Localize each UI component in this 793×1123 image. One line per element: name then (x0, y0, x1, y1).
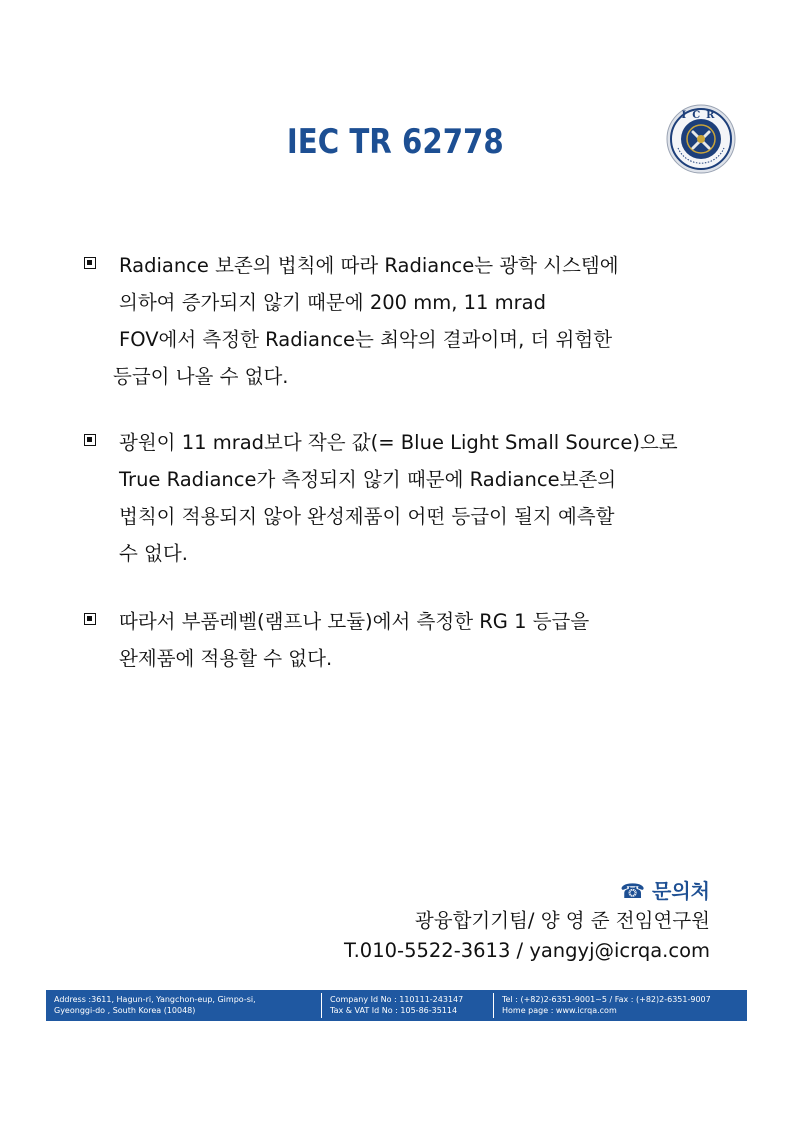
footer-tel (494, 990, 747, 1021)
paragraph-line: 따라서 부품레벨(램프나 모듈)에서 측정한 RG 1 등급을 (119, 610, 590, 633)
footer-company-line: Company Id No : 110111-243147 (330, 995, 464, 1004)
paragraph-line: 광원이 11 mrad보다 작은 값(= Blue Light Small Source)으로 (119, 431, 678, 454)
footer-tel-line: Tel : (+82)2-6351-9001~5 / Fax : (+82)2-6351-9007 (502, 995, 711, 1004)
paragraph-line: Radiance 보존의 법칙에 따라 Radiance는 광학 시스템에 (119, 254, 619, 277)
paragraph-line: 수 없다. (119, 542, 188, 565)
footer-homepage-line[interactable]: Home page : www.icrqa.com (502, 1006, 617, 1015)
bullet-square-icon (84, 257, 96, 269)
footer-address-line: Gyeonggi-do , South Korea (10048) (54, 1006, 196, 1015)
contact-team: 광융합기기팀/ 양 영 준 전임연구원 (414, 909, 710, 932)
contact-phone-email: T.010-5522-3613 / yangyj@icrqa.com (344, 939, 710, 962)
contact-block (344, 876, 710, 966)
paragraph-component-level (84, 603, 589, 677)
icr-seal-logo (666, 104, 736, 174)
footer-company-line: Tax & VAT Id No : 105-86-35114 (330, 1006, 458, 1015)
paragraph-line: 법칙이 적용되지 않아 완성제품이 어떤 등급이 될지 예측할 (119, 505, 615, 528)
paragraph-line: 완제품에 적용할 수 없다. (119, 647, 333, 670)
document-title: IEC TR 62778 (286, 122, 504, 162)
paragraph-line: 등급이 나올 수 없다. (113, 365, 289, 388)
footer-address-line: Address :3611, Hagun-ri, Yangchon-eup, Gimpo-si, (54, 995, 256, 1004)
paragraph-radiance-conservation (84, 247, 619, 395)
bullet-square-icon (84, 434, 96, 446)
paragraph-line: 의하여 증가되지 않기 때문에 200 mm, 11 mrad (119, 291, 546, 314)
contact-heading: ☎ 문의처 (620, 879, 710, 903)
paragraph-line: True Radiance가 측정되지 않기 때문에 Radiance보존의 (119, 468, 617, 491)
paragraph-small-source (84, 424, 678, 572)
footer-company (322, 990, 493, 1021)
footer-address (46, 990, 321, 1021)
svg-text:ICR: ICR (681, 110, 721, 121)
bullet-square-icon (84, 613, 96, 625)
paragraph-line: FOV에서 측정한 Radiance는 최악의 결과이며, 더 위험한 (119, 328, 613, 351)
footer-bar (46, 990, 747, 1021)
